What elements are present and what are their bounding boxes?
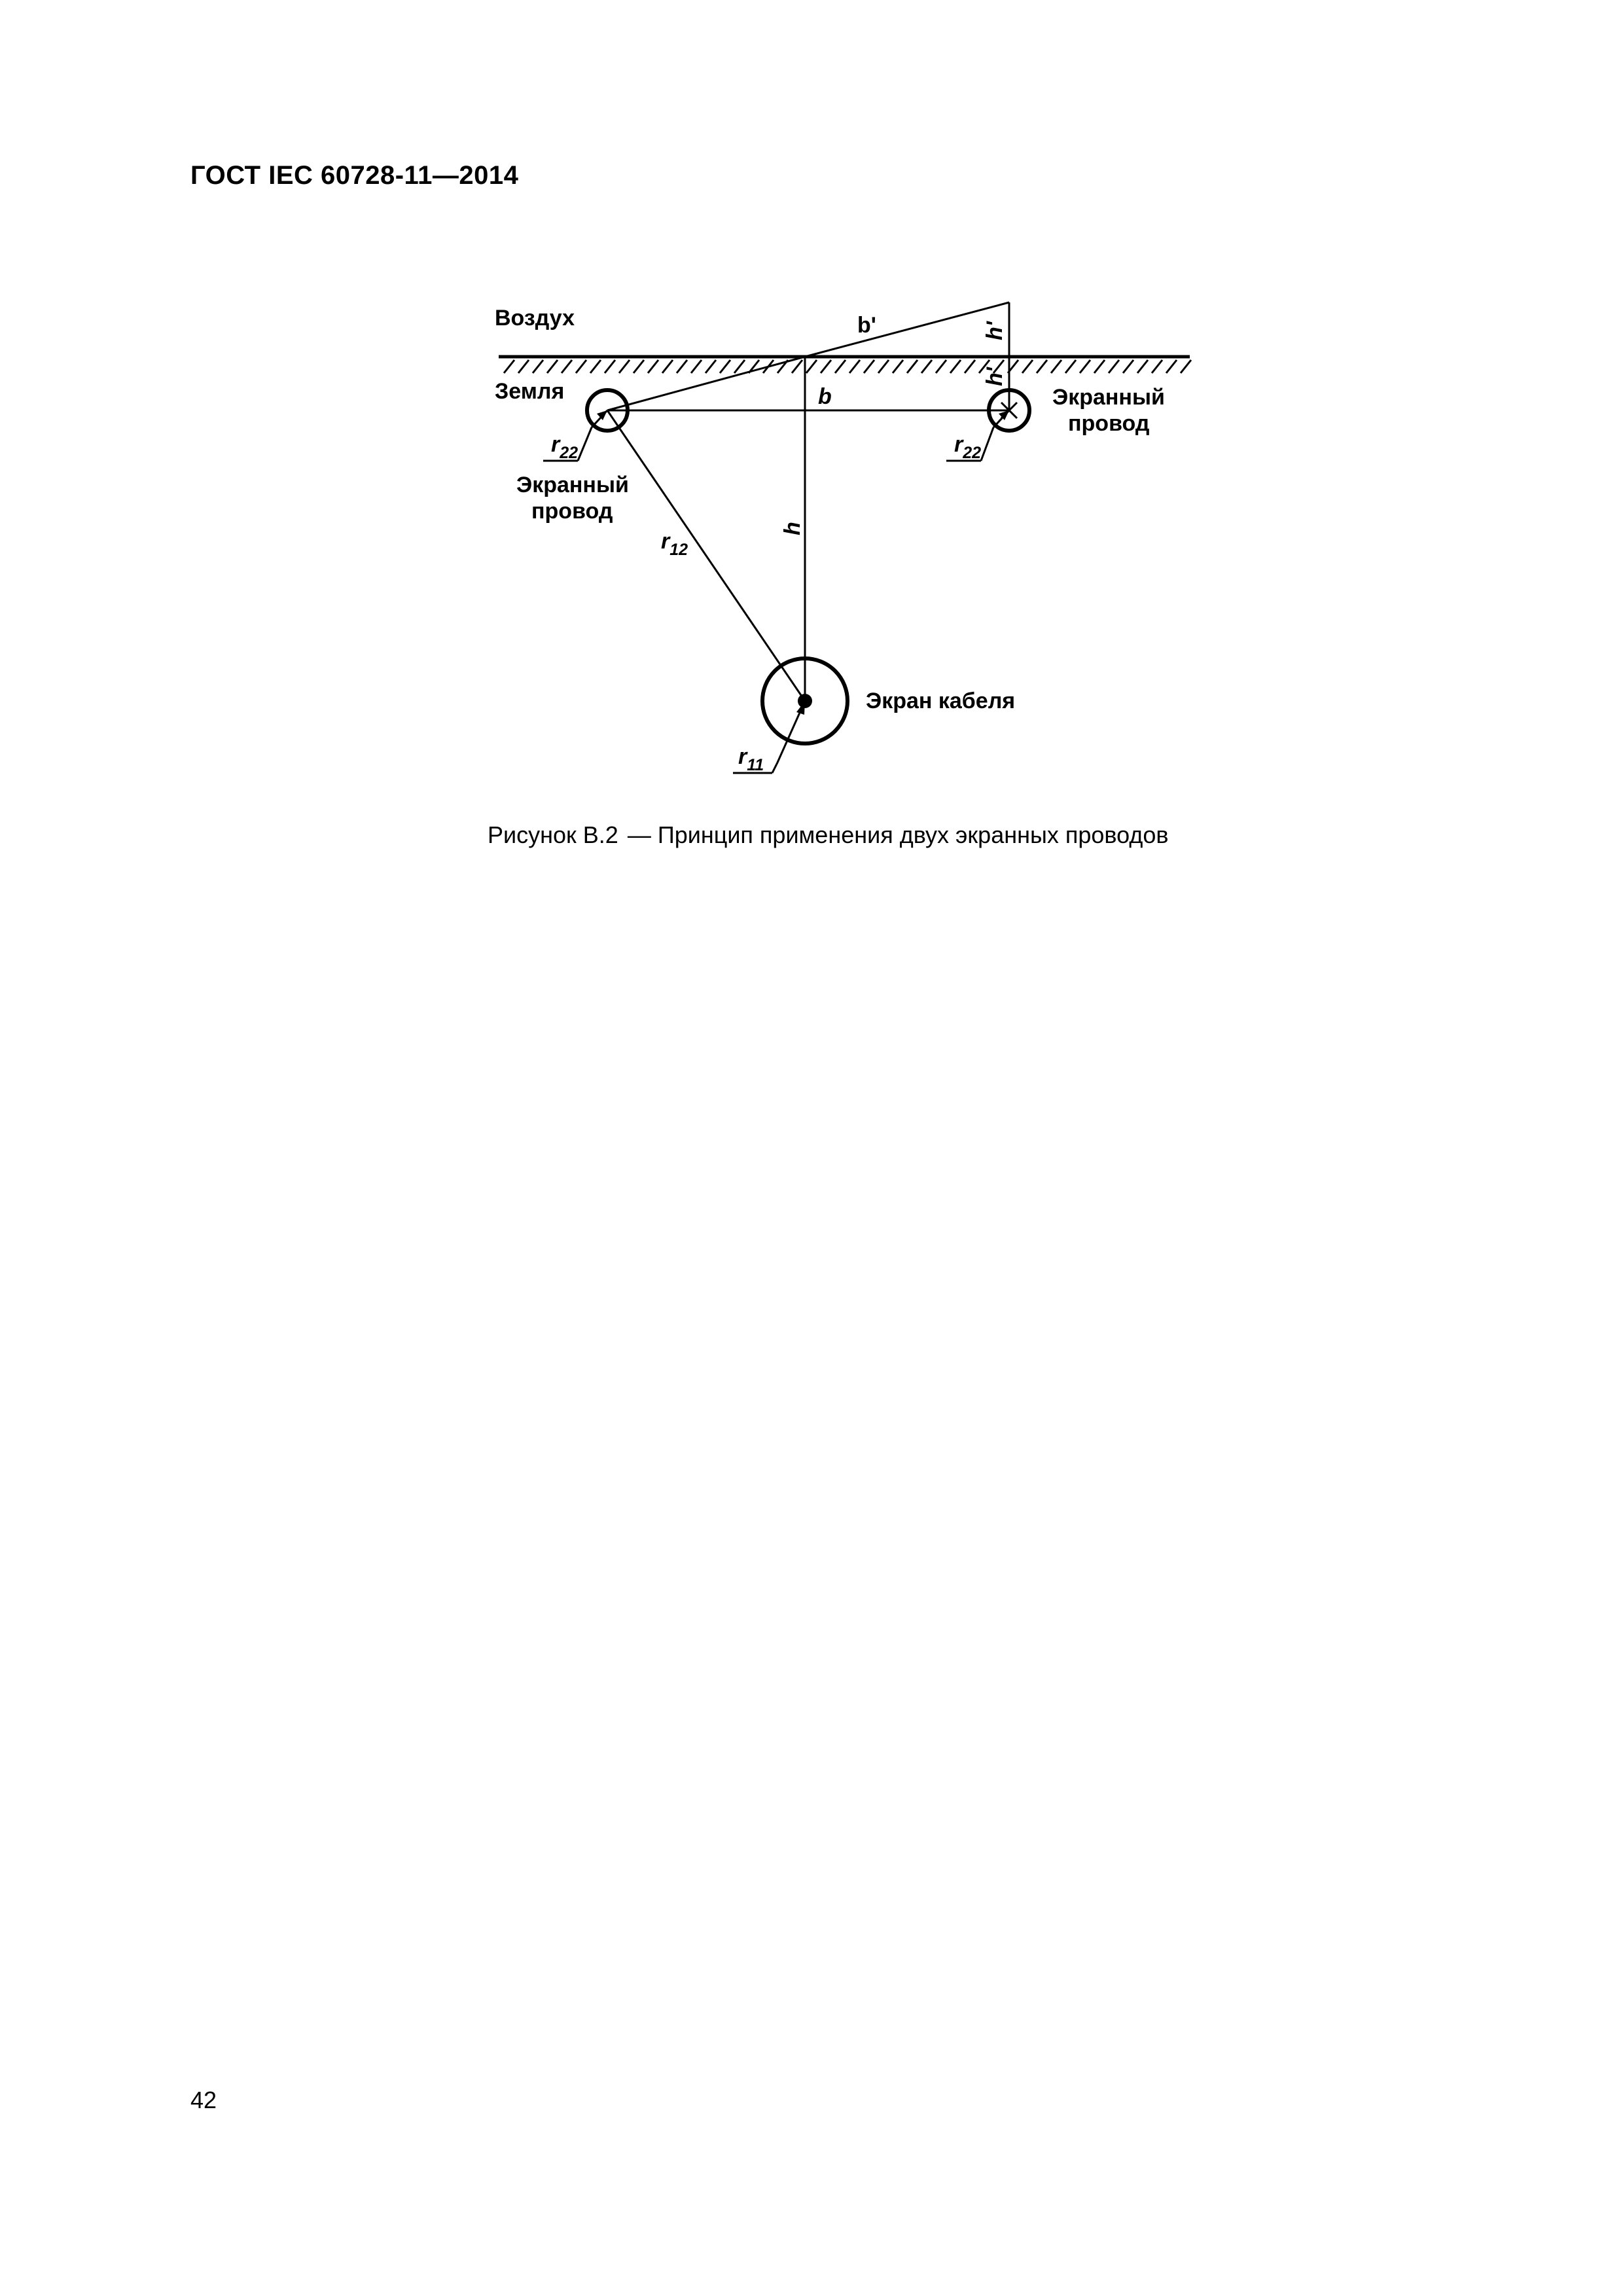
- line-left-to-surface: [607, 357, 805, 410]
- hatch-stroke: [605, 360, 615, 373]
- label-r11-main: r: [738, 744, 747, 769]
- ground-surface: [499, 357, 1191, 373]
- hatch-stroke: [1051, 360, 1061, 373]
- hatch-stroke: [864, 360, 874, 373]
- label-h: h: [780, 522, 805, 535]
- hatch-stroke: [835, 360, 846, 373]
- hatch-stroke: [950, 360, 961, 373]
- label-r12-main: r: [661, 529, 670, 554]
- hatch-stroke: [533, 360, 543, 373]
- hatch-stroke: [1094, 360, 1105, 373]
- hatch-stroke: [1137, 360, 1148, 373]
- figure-caption-text: — Принцип применения двух экранных проводов: [627, 821, 1169, 848]
- hatch-stroke: [648, 360, 658, 373]
- label-earth: Земля: [495, 379, 565, 404]
- label-b: b: [818, 384, 832, 409]
- hatch-stroke: [1109, 360, 1119, 373]
- hatch-stroke: [1181, 360, 1191, 373]
- hatch-stroke: [677, 360, 687, 373]
- figure-caption-number: Рисунок В.2: [488, 821, 618, 848]
- hatch-stroke: [720, 360, 730, 373]
- hatch-stroke: [1152, 360, 1162, 373]
- hatch-stroke: [907, 360, 918, 373]
- hatch-stroke: [965, 360, 975, 373]
- hatch-stroke: [1080, 360, 1090, 373]
- label-r12-sub: 12: [669, 541, 688, 559]
- label-r22-right-sub: 22: [963, 444, 982, 462]
- label-h-prime-top: h': [982, 321, 1007, 340]
- label-r11: [738, 744, 764, 774]
- geometry-lines: [607, 302, 1009, 701]
- hatch-stroke: [705, 360, 716, 373]
- line-r12: [607, 410, 805, 701]
- hatch-stroke: [662, 360, 673, 373]
- hatch-stroke: [849, 360, 860, 373]
- hatch-stroke: [619, 360, 630, 373]
- label-r22-left: [551, 432, 578, 462]
- hatch-stroke: [518, 360, 529, 373]
- label-right-shield-wire-line2: провод: [1068, 411, 1150, 436]
- page-number: 42: [190, 2087, 217, 2113]
- hatch-stroke: [547, 360, 558, 373]
- r11-leader: [772, 762, 777, 773]
- hatch-stroke: [1037, 360, 1047, 373]
- hatch-stroke: [562, 360, 572, 373]
- hatch-stroke: [576, 360, 586, 373]
- hatch-stroke: [1065, 360, 1076, 373]
- hatch-stroke: [504, 360, 514, 373]
- label-r22-right-main: r: [954, 432, 963, 457]
- label-b-prime: b': [857, 313, 876, 338]
- hatch-stroke: [1166, 360, 1177, 373]
- label-r11-sub: 11: [747, 756, 764, 774]
- line-b-prime: [805, 302, 1009, 357]
- r22-left-leader: [578, 427, 592, 461]
- hatch-stroke: [893, 360, 903, 373]
- hatch-stroke: [878, 360, 889, 373]
- r22-right-leader: [981, 427, 993, 461]
- ground-hatching: [504, 360, 1191, 373]
- hatch-stroke: [1123, 360, 1133, 373]
- hatch-stroke: [806, 360, 817, 373]
- label-r22-left-sub: 22: [560, 444, 579, 462]
- hatch-stroke: [633, 360, 644, 373]
- label-r22-left-main: r: [551, 432, 560, 457]
- label-left-shield-wire-line2: провод: [531, 499, 613, 524]
- label-right-shield-wire-line1: Экранный: [1052, 385, 1165, 410]
- figure-caption: [488, 821, 1169, 849]
- label-r12: [661, 529, 688, 559]
- hatch-stroke: [1022, 360, 1033, 373]
- hatch-stroke: [792, 360, 802, 373]
- label-h-prime-bottom: h': [982, 367, 1007, 386]
- hatch-stroke: [734, 360, 745, 373]
- label-r22-right: [954, 432, 981, 462]
- label-left-shield-wire-line1: Экранный: [516, 473, 629, 497]
- document-header: ГОСТ IEC 60728-11—2014: [190, 161, 519, 190]
- hatch-stroke: [936, 360, 946, 373]
- hatch-stroke: [821, 360, 831, 373]
- hatch-stroke: [921, 360, 932, 373]
- label-cable-shield: Экран кабеля: [866, 689, 1016, 713]
- label-air: Воздух: [495, 306, 575, 331]
- hatch-stroke: [590, 360, 601, 373]
- hatch-stroke: [691, 360, 702, 373]
